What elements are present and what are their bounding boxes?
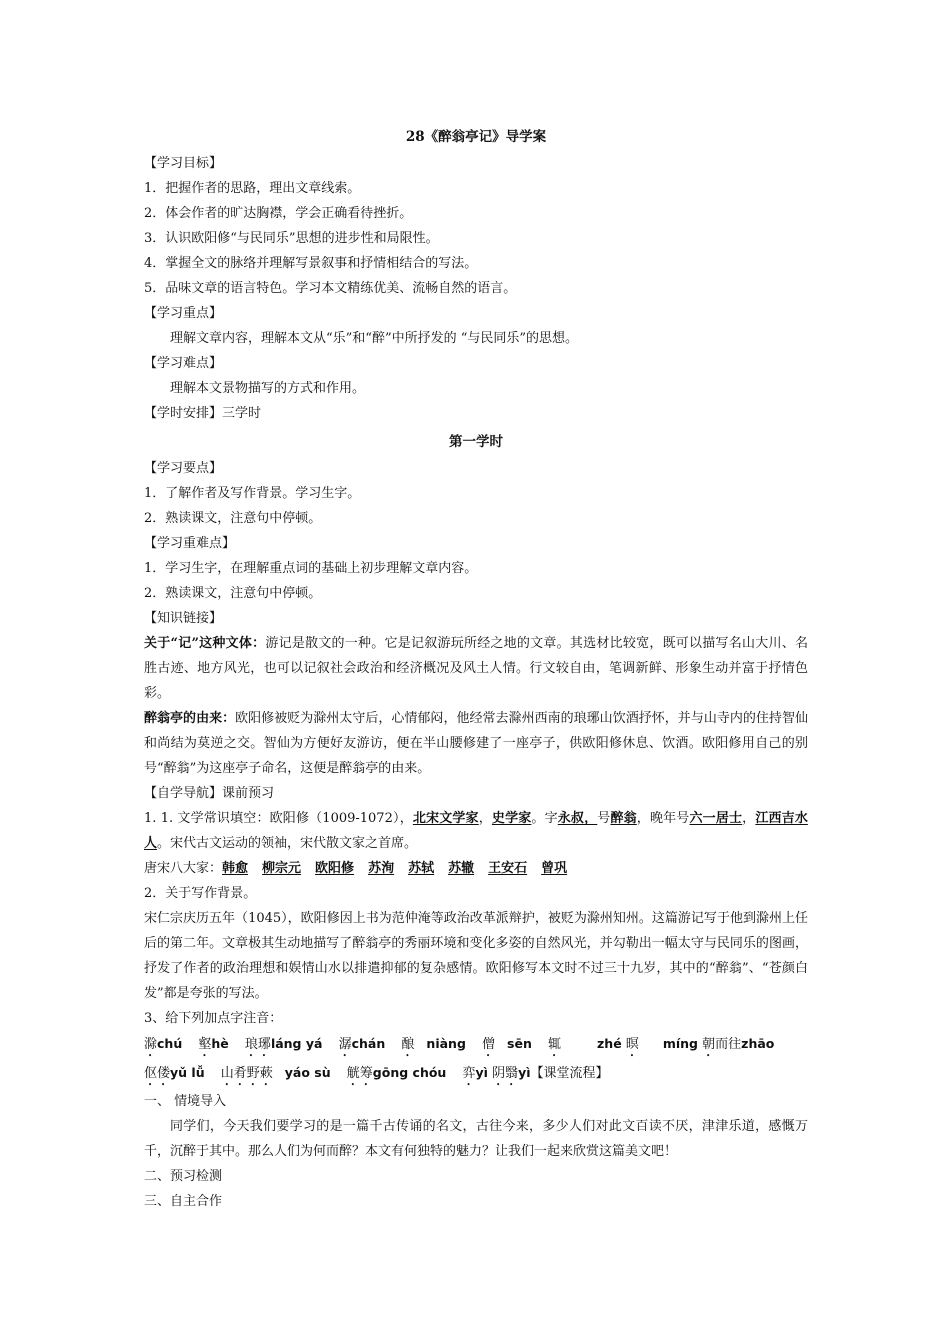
dotted-char: 滁 xyxy=(144,1037,158,1052)
background-heading: 2．关于写作背景。 xyxy=(144,886,257,901)
section-intro-heading: 一、 情境导入 xyxy=(144,1094,227,1109)
dotted-char: 暝 xyxy=(625,1037,639,1052)
fill-text: 号 xyxy=(597,811,611,826)
dotted-char: 琅琊 xyxy=(244,1037,271,1052)
pinyin: niàng xyxy=(426,1036,466,1051)
goal-item: 1．把握作者的思路，理出文章线索。 xyxy=(144,181,361,196)
dotted-char: 朝 xyxy=(702,1037,716,1052)
pinyin-row xyxy=(144,1060,808,1089)
goal-item: 2．体会作者的旷达胸襟，学会正确看待挫折。 xyxy=(144,206,413,221)
point-item: 1．了解作者及写作背景。学习生字。 xyxy=(144,486,361,501)
genre-label: 关于“记”这种文体： xyxy=(144,636,266,651)
document-page xyxy=(144,123,808,1214)
pinyin: chán xyxy=(351,1036,386,1051)
fill-text: 。宋代古文运动的领袖，宋代散文家之首席。 xyxy=(157,836,418,851)
flow-heading: 【课堂流程】 xyxy=(530,1066,609,1081)
dotted-char: 酿 xyxy=(401,1037,415,1052)
master-name: 王安石 xyxy=(488,861,528,876)
dotted-char: 僧 xyxy=(482,1037,496,1052)
section-intro-text: 同学们，今天我们要学习的是一篇千古传诵的名文，古往今来，多少人们对此文百读不厌，津津乐道，感慨万千，沉醉于其中。那么人们为何而醉？本文有何独特的魅力？让我们一起来欣赏这篇美文吧！ xyxy=(144,1119,808,1159)
goal-item: 3．认识欧阳修“与民同乐”思想的进步性和局限性。 xyxy=(144,231,439,246)
origin-text: 欧阳修被贬为滁州太守后，心情郁闷，他经常去滁州西南的琅琊山饮酒抒怀，并与山寺内的住持智仙和尚结为莫逆之交。智仙为方便好友游访，便在半山腰修建了一座亭子，供欧阳修休息、饮酒。欧阳修用自己的别号“醉翁”为这座亭子命名，这便是醉翁亭的由来。 xyxy=(144,711,808,776)
dotted-char: 壑 xyxy=(198,1037,212,1052)
fill-answer: 六一居士 xyxy=(689,811,743,826)
master-name: 韩愈 xyxy=(222,861,249,876)
key-text: 理解文章内容，理解本文从“乐”和“醉”中所抒发的 “与民同乐”的思想。 xyxy=(170,331,579,346)
fill-answer: 醉翁 xyxy=(610,811,637,826)
key-heading: 【学习重点】 xyxy=(144,306,223,321)
dotted-char: 觥筹 xyxy=(346,1066,373,1081)
points-heading: 【学习要点】 xyxy=(144,461,223,476)
pinyin: zhé xyxy=(597,1036,622,1051)
master-name: 苏洵 xyxy=(368,861,395,876)
pinyin-heading: 3、给下列加点字注音： xyxy=(144,1011,283,1026)
difficulty-heading: 【学习难点】 xyxy=(144,356,223,371)
fill-text: 。字 xyxy=(531,811,558,826)
preview-heading: 【自学导航】课前预习 xyxy=(144,786,275,801)
dotted-char: 山肴野蔌 xyxy=(220,1066,273,1081)
goals-heading: 【学习目标】 xyxy=(144,156,223,171)
pinyin: yáo sù xyxy=(284,1065,331,1080)
hard-item: 1．学习生字，在理解重点词的基础上初步理解文章内容。 xyxy=(144,561,478,576)
pinyin: gōng chóu xyxy=(372,1065,447,1080)
pinyin-row xyxy=(144,1031,808,1060)
pinyin: chú xyxy=(157,1036,183,1051)
genre-paragraph xyxy=(144,631,808,706)
pinyin: sēn xyxy=(507,1036,532,1051)
goal-item: 4．掌握全文的脉络并理解写景叙事和抒情相结合的写法。 xyxy=(144,256,478,271)
eight-masters-label: 唐宋八大家： xyxy=(144,861,223,876)
master-name: 曾巩 xyxy=(541,861,568,876)
fill-answer: 江西吉水人 xyxy=(144,811,808,851)
dotted-char: 伛偻 xyxy=(144,1066,171,1081)
pinyin: hè xyxy=(211,1036,229,1051)
pinyin: míng xyxy=(662,1036,698,1051)
background-paragraph: 宋仁宗庆历五年（1045），欧阳修因上书为范仲淹等政治改革派辩护，被贬为滁州知州。这篇游记写于他到滁州上任后的第二年。文章极其生动地描写了醉翁亭的秀丽环境和变化多姿的自然风光，并勾勒出一幅太守与民同乐的图画，抒发了作者的政治理想和娱情山水以排遣抑郁的复杂感情。欧阳修写本文时不过三十九岁，其中的“醉翁”、“苍颜白发”都是夸张的写法。 xyxy=(144,911,808,1001)
fill-answer: 史学家 xyxy=(491,811,532,826)
pinyin: zhāo xyxy=(741,1036,775,1051)
point-item: 2．熟读课文，注意句中停顿。 xyxy=(144,511,322,526)
master-name: 苏轼 xyxy=(408,861,435,876)
pinyin: yǔ lǚ xyxy=(170,1065,205,1080)
dotted-char: 弈 xyxy=(462,1066,476,1081)
fill-text: 1. 1. 文学常识填空：欧阳修（1009-1072）， xyxy=(144,811,413,826)
origin-paragraph xyxy=(144,706,808,781)
pinyin: yì xyxy=(475,1065,488,1080)
origin-label: 醉翁亭的由来： xyxy=(144,711,236,726)
genre-text: 游记是散文的一种。它是记叙游玩所经之地的文章。其选材比较宽，既可以描写名山大川、名胜古迹、地方风光，也可以记叙社会政治和经济概况及风土人情。行文较自由，笔调新鲜、形象生动并富于抒情色彩。 xyxy=(144,636,808,701)
pinyin: yì xyxy=(518,1065,531,1080)
goal-item: 5．品味文章的语言特色。学习本文精练优美、流畅自然的语言。 xyxy=(144,281,517,296)
fill-text: ， xyxy=(478,811,492,826)
document-title: 28《醉翁亭记》导学案 xyxy=(405,129,547,145)
master-name: 苏辙 xyxy=(448,861,475,876)
section-coop-heading: 三、自主合作 xyxy=(144,1194,223,1209)
fill-text: ，晚年号 xyxy=(636,811,690,826)
eight-masters-line xyxy=(144,856,808,881)
fill-text: ， xyxy=(742,811,756,826)
schedule-line: 【学时安排】三学时 xyxy=(144,406,262,421)
pinyin: láng yá xyxy=(270,1036,323,1051)
hard-item: 2．熟读课文，注意句中停顿。 xyxy=(144,586,322,601)
dotted-char: 阴翳 xyxy=(492,1066,519,1081)
dotted-char: 辄 xyxy=(548,1037,562,1052)
master-name: 欧阳修 xyxy=(315,861,355,876)
hard-heading: 【学习重难点】 xyxy=(144,536,236,551)
section-check-heading: 二、预习检测 xyxy=(144,1169,223,1184)
fill-answer: 永叔， xyxy=(557,811,598,826)
dotted-char: 潺 xyxy=(338,1037,352,1052)
master-name: 柳宗元 xyxy=(262,861,302,876)
fill-answer: 北宋文学家 xyxy=(412,811,479,826)
knowledge-heading: 【知识链接】 xyxy=(144,611,223,626)
difficulty-text: 理解本文景物描写的方式和作用。 xyxy=(170,381,366,396)
plain-char: 而往 xyxy=(715,1037,742,1052)
lesson-title: 第一学时 xyxy=(449,434,503,450)
fill-paragraph xyxy=(144,806,808,856)
